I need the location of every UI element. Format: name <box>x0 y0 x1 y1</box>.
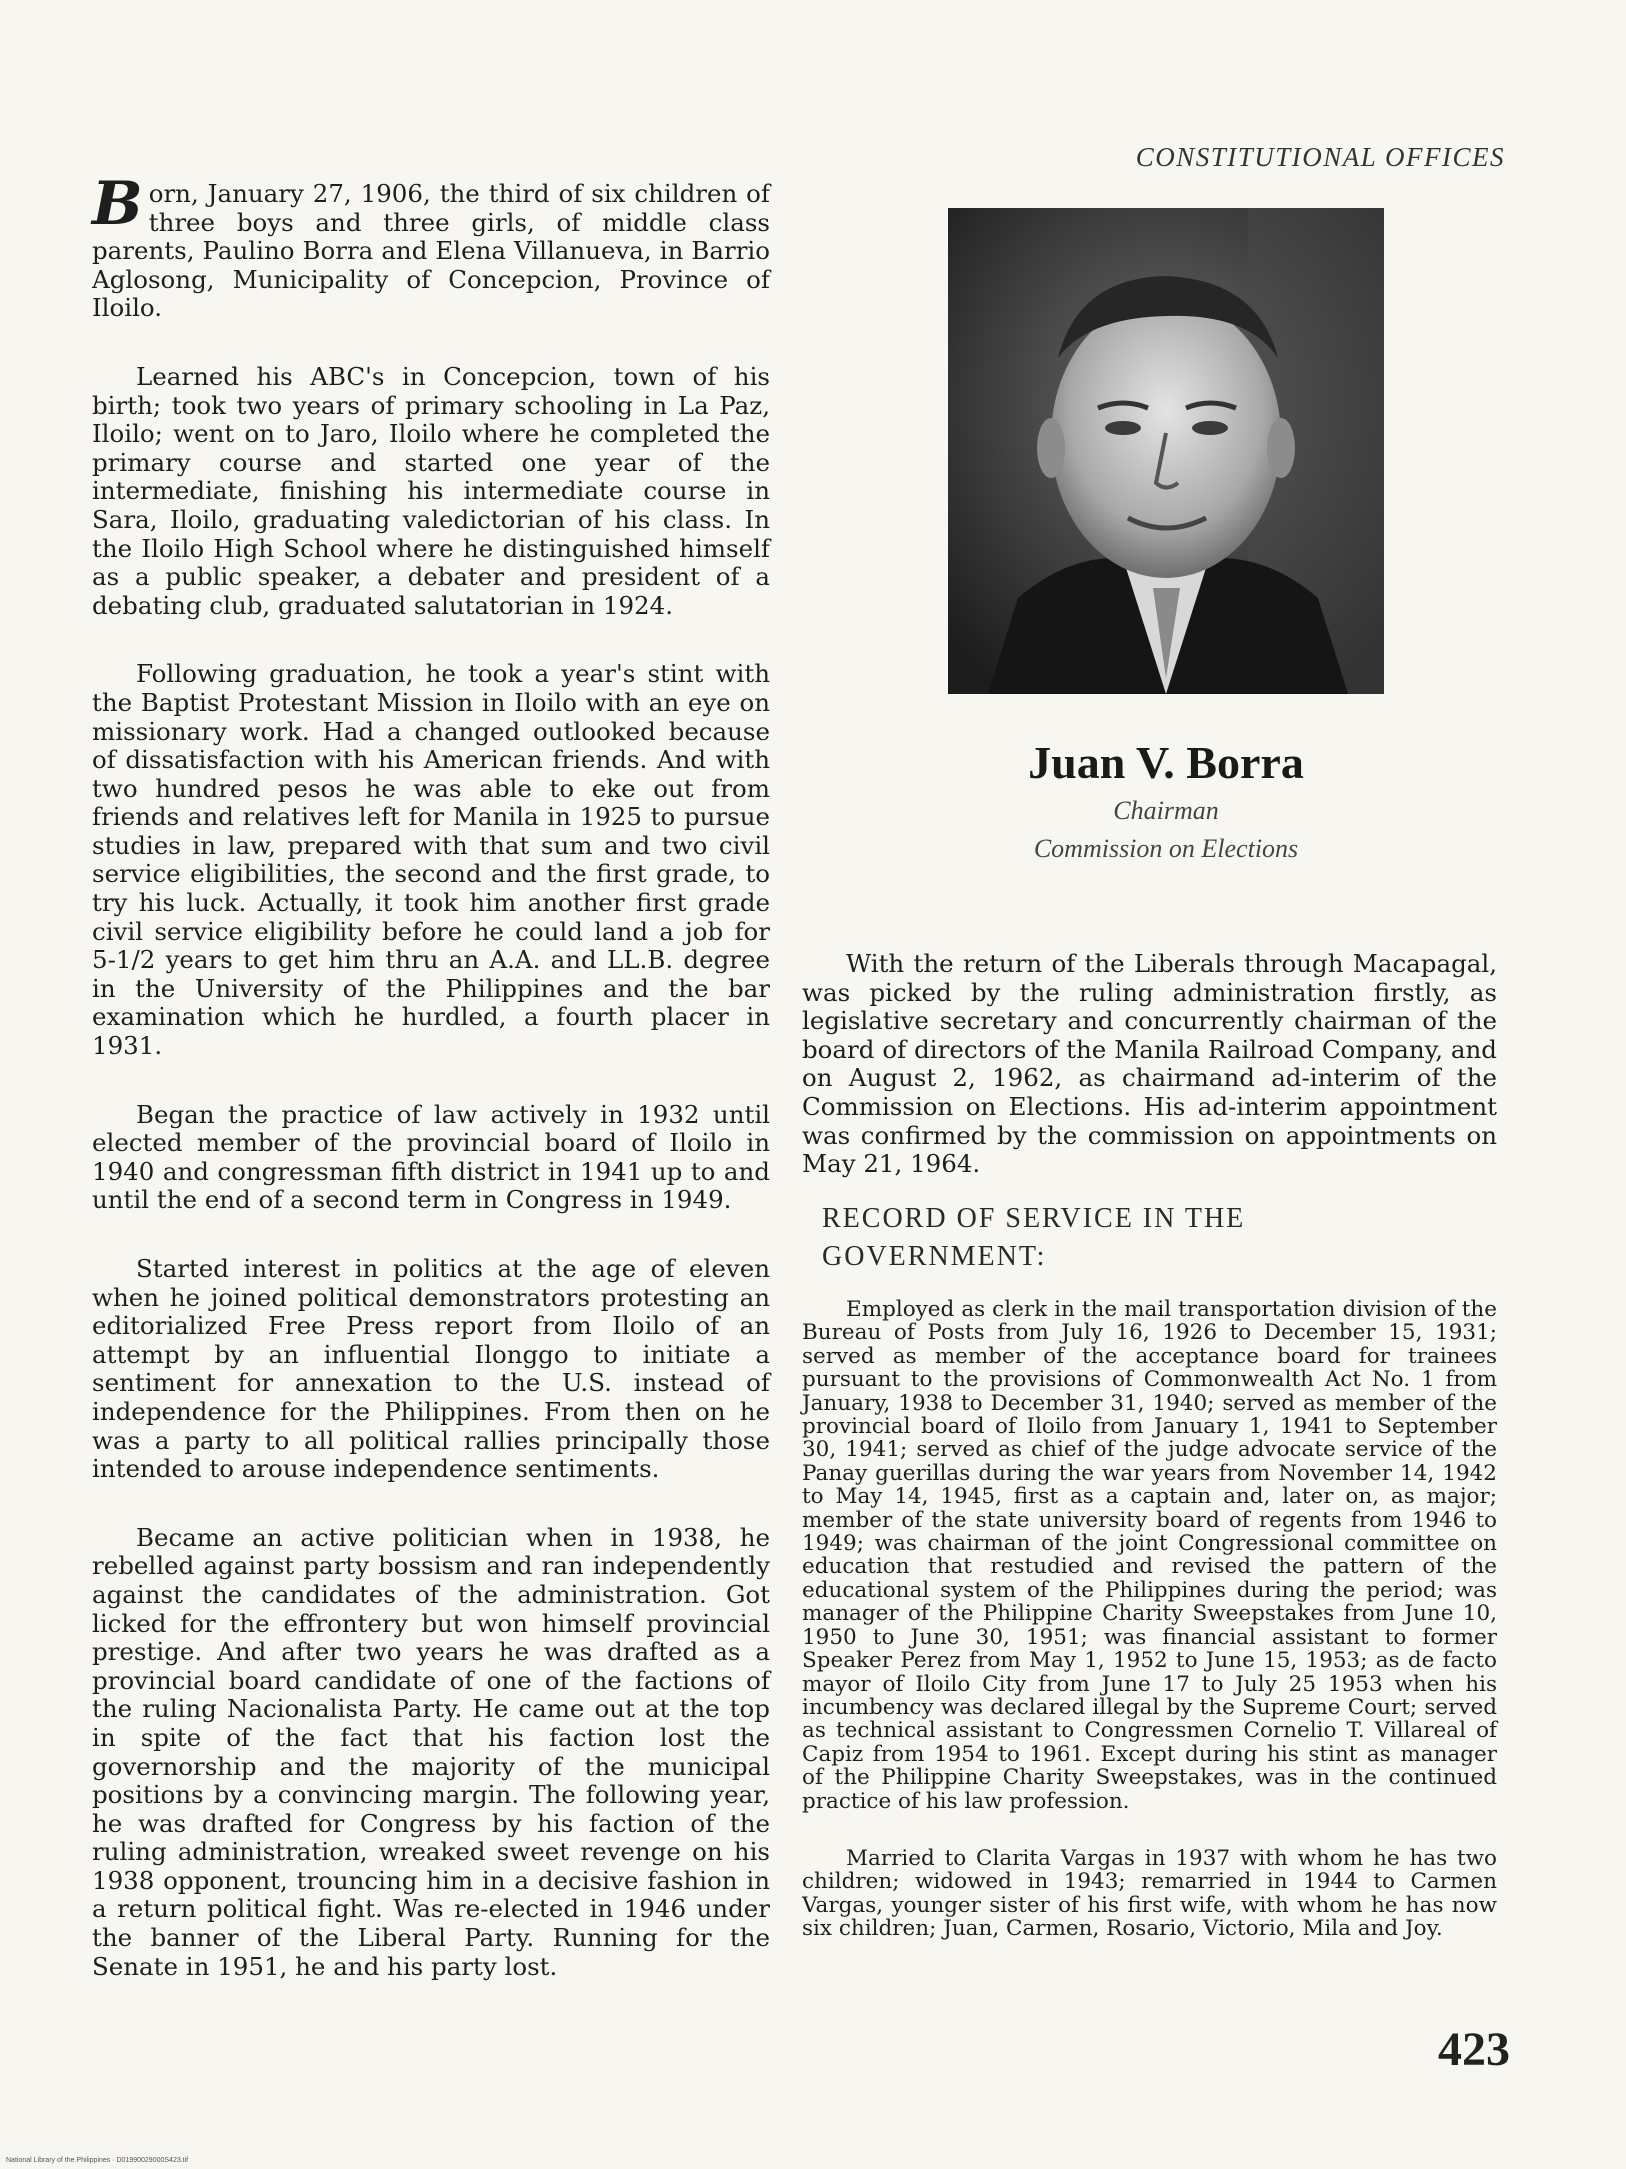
section-title: CONSTITUTIONAL OFFICES <box>1135 142 1505 172</box>
page-number: 423 <box>1438 2023 1510 2076</box>
portrait-image <box>948 208 1384 694</box>
post-graduation-paragraph: Following graduation, he took a year's stint with the Baptist Protestant Mission in Iloilo with an eye on missionary work. Had a changed outlooked because of dissatisfaction with his American friends. And with two hundred pesos he was able to eke out from friends and relatives left for Manila in 1925 to pursue studies in law, prepared with that sum and two civil service eligibilities, the second and the first grade, to try his luck. Actually, it took him another first grade civil service eligibility before he could land a job for 5-1/2 years to get him thru an A.A. and LL.B. degree in the University of the Philippines and the bar examination which he hurdled, a fourth placer in 1931. <box>92 659 770 1061</box>
political-career-paragraph: Became an active politician when in 1938, he rebelled against party bossism and ran independently against the candidates of the administration. Got licked for the effrontery but won himself provincial prestige. And after two years he was drafted as a provincial board candidate of one of the factions of the ruling Nacionalista Party. He came out at the top in spite of the fact that his faction lost the governorship and the majority of the municipal positions by a convincing margin. The following year, he was drafted for Congress by his faction of the ruling administration, wreaked sweet revenge on his 1938 opponent, trouncing him in a decisive fashion in a return political fight. Was re-elected in 1946 under the banner of the Liberal Party. Running for the Senate in 1951, he and his party lost. <box>92 1522 770 1981</box>
portrait-photo <box>948 208 1384 694</box>
intro-paragraph <box>92 169 770 323</box>
education-paragraph: Learned his ABC's in Concepcion, town of his birth; took two years of primary schooling in La Paz, Iloilo; went on to Jaro, Iloilo where he completed the primary course and started one year of the intermediate, finishing his intermediate course in Sara, Iloilo, graduating valedictorian of his class. In the Iloilo High School where he distinguished himself as a public speaker, a debater and president of a debating club, graduated salutatorian in 1924. <box>92 361 770 620</box>
record-of-service-block <box>802 1298 1497 1975</box>
biography-left-column <box>92 169 770 2021</box>
person-office: Commission on Elections <box>1033 834 1299 863</box>
person-name: Juan V. Borra <box>1028 737 1304 788</box>
record-of-service-heading: RECORD OF SERVICE IN THE GOVERNMENT: <box>822 1203 1246 1272</box>
drop-cap: B <box>92 169 143 239</box>
scan-footer-note: National Library of the Philippines · D01990029000S423.tif <box>6 2157 189 2164</box>
family-paragraph: Married to Clarita Vargas in 1937 with whom he has two children; widowed in 1943; remarried in 1944 to Carmen Vargas, younger sister of his first wife, with whom he has now six children; Juan, Carmen, Rosario, Victorio, Mila and Joy. <box>802 1845 1497 1942</box>
politics-interest-paragraph: Started interest in politics at the age of eleven when he joined political demonstrators protesting an editorialized Free Press report from Iloilo of an attempt by an influential Ilonggo to initiate a sentiment for annexation to the U.S. instead of independence for the Philippines. From then on he was a party to all political rallies principally those intended to arouse independence sentiments. <box>92 1254 770 1484</box>
person-title: Chairman <box>1113 796 1219 825</box>
appointment-paragraph-block <box>802 950 1497 1179</box>
intro-text: orn, January 27, 1906, the third of six children of three boys and three girls, of middle class parents, Paulino Borra and Elena Villanueva, in Barrio Aglosong, Municipality of Concepcion, Province of Iloilo. <box>92 179 770 323</box>
appointment-paragraph: With the return of the Liberals through Macapagal, was picked by the ruling administration firstly, as legislative secretary and concurrently chairman of the board of directors of the Manila Railroad Company, and on August 2, 1962, as chairmand ad-interim of the Commission on Elections. His ad-interim appointment was confirmed by the commission on appointments on May 21, 1964. <box>802 949 1497 1179</box>
law-practice-paragraph: Began the practice of law actively in 1932 until elected member of the provincial board of Iloilo in 1940 and congressman fifth district in 1941 up to and until the end of a second term in Congress in 1949. <box>92 1099 770 1215</box>
record-of-service-text: Employed as clerk in the mail transportation division of the Bureau of Posts from July 16, 1926 to December 15, 1931; served as member of the acceptance board for trainees pursuant to the provisions of Commonwealth Act No. 1 from January, 1938 to December 31, 1940; served as member of the provincial board of Iloilo from January 1, 1941 to September 30, 1941; served as chief of the judge advocate service of the Panay guerillas during the war years from November 14, 1942 to May 14, 1945, first as a captain and, later on, as major; member of the state university board of regents from 1946 to 1949; was chairman of the joint Congressional committee on education that restudied and revised the pattern of the educational system of the Philippines during the period; was manager of the Philippine Charity Sweepstakes from June 10, 1950 to June 30, 1951; was financial assistant to former Speaker Perez from May 1, 1952 to June 15, 1953; as de facto mayor of Iloilo City from June 17 to July 25 1953 when his incumbency was declared illegal by the Supreme Court; served as technical assistant to Congressmen Cornelio T. Villareal of Capiz from 1954 to 1961. Except during his stint as manager of the Philippine Charity Sweepstakes, was in the continued practice of his law profession. <box>802 1297 1497 1814</box>
